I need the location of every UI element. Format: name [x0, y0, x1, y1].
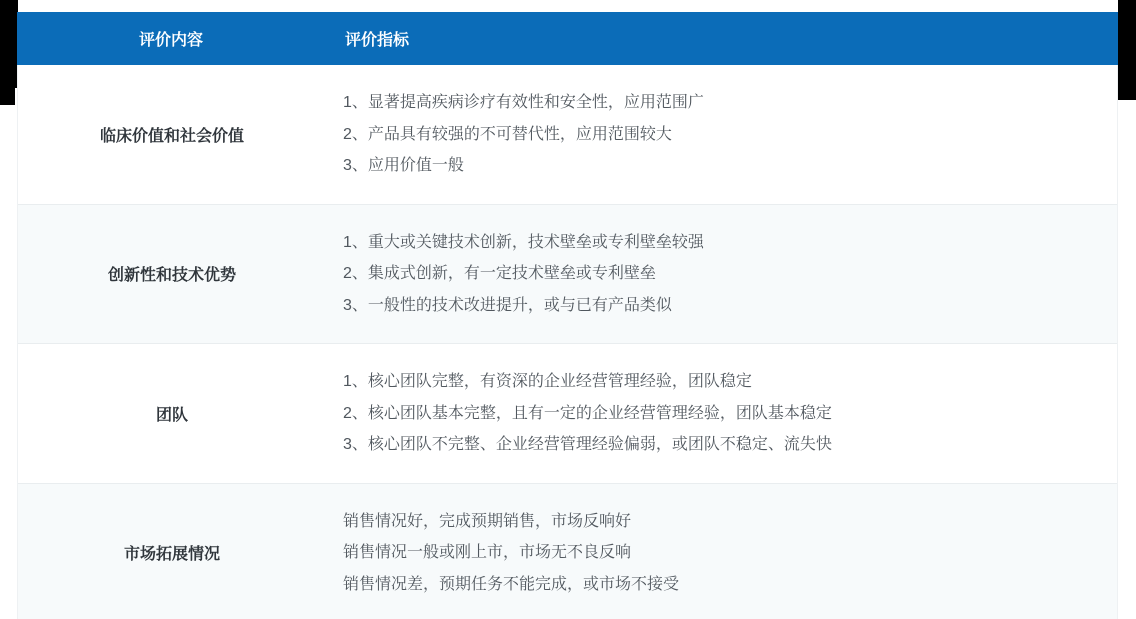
indicator-line: 1、显著提高疾病诊疗有效性和安全性，应用范围广 — [343, 94, 704, 111]
indicator-line: 销售情况差，预期任务不能完成，或市场不接受 — [343, 575, 680, 593]
evaluation-content-cell: 创新性和技术优势 — [107, 267, 236, 285]
indicator-line: 3、应用价值一般 — [343, 157, 464, 174]
table-row — [18, 204, 1117, 344]
evaluation-indicators-cell — [326, 484, 1117, 619]
indicator-line: 2、产品具有较强的不可替代性，应用范围较大 — [343, 125, 672, 143]
indicator-line: 3、一般性的技术改进提升，或与已有产品类似 — [343, 296, 672, 314]
indicator-line: 2、集成式创新，有一定技术壁垒或专利壁垒 — [343, 265, 656, 282]
table-row — [18, 483, 1117, 619]
evaluation-indicators-cell — [326, 344, 1117, 483]
table-row — [18, 343, 1117, 483]
evaluation-indicators-cell — [326, 205, 1117, 344]
screen-corner-top-left-step — [0, 88, 15, 105]
indicator-line: 1、核心团队完整，有资深的企业经营管理经验，团队稳定 — [343, 373, 752, 390]
table-row — [18, 65, 1117, 204]
header-cell-evaluation-indicator: 评价指标 — [345, 32, 410, 49]
header-cell-evaluation-content: 评价内容 — [138, 32, 203, 49]
indicator-line: 销售情况一般或刚上市，市场无不良反响 — [343, 544, 632, 561]
evaluation-content-cell: 团队 — [155, 406, 188, 424]
evaluation-content-cell: 临床价值和社会价值 — [99, 127, 244, 145]
table-header-row — [17, 12, 1118, 65]
indicator-line: 3、核心团队不完整、企业经营管理经验偏弱，或团队不稳定、流失快 — [343, 436, 832, 453]
screen-corner-top-right — [1118, 0, 1136, 100]
table-body — [17, 65, 1118, 619]
screen-corner-top-left — [0, 0, 18, 88]
evaluation-indicators-cell — [326, 65, 1117, 204]
indicator-line: 2、核心团队基本完整，且有一定的企业经营管理经验，团队基本稳定 — [343, 404, 832, 422]
indicator-line: 1、重大或关键技术创新，技术壁垒或专利壁垒较强 — [343, 233, 704, 251]
indicator-line: 销售情况好，完成预期销售，市场反响好 — [343, 512, 632, 530]
evaluation-content-cell: 市场拓展情况 — [123, 546, 220, 564]
evaluation-table — [17, 12, 1118, 619]
